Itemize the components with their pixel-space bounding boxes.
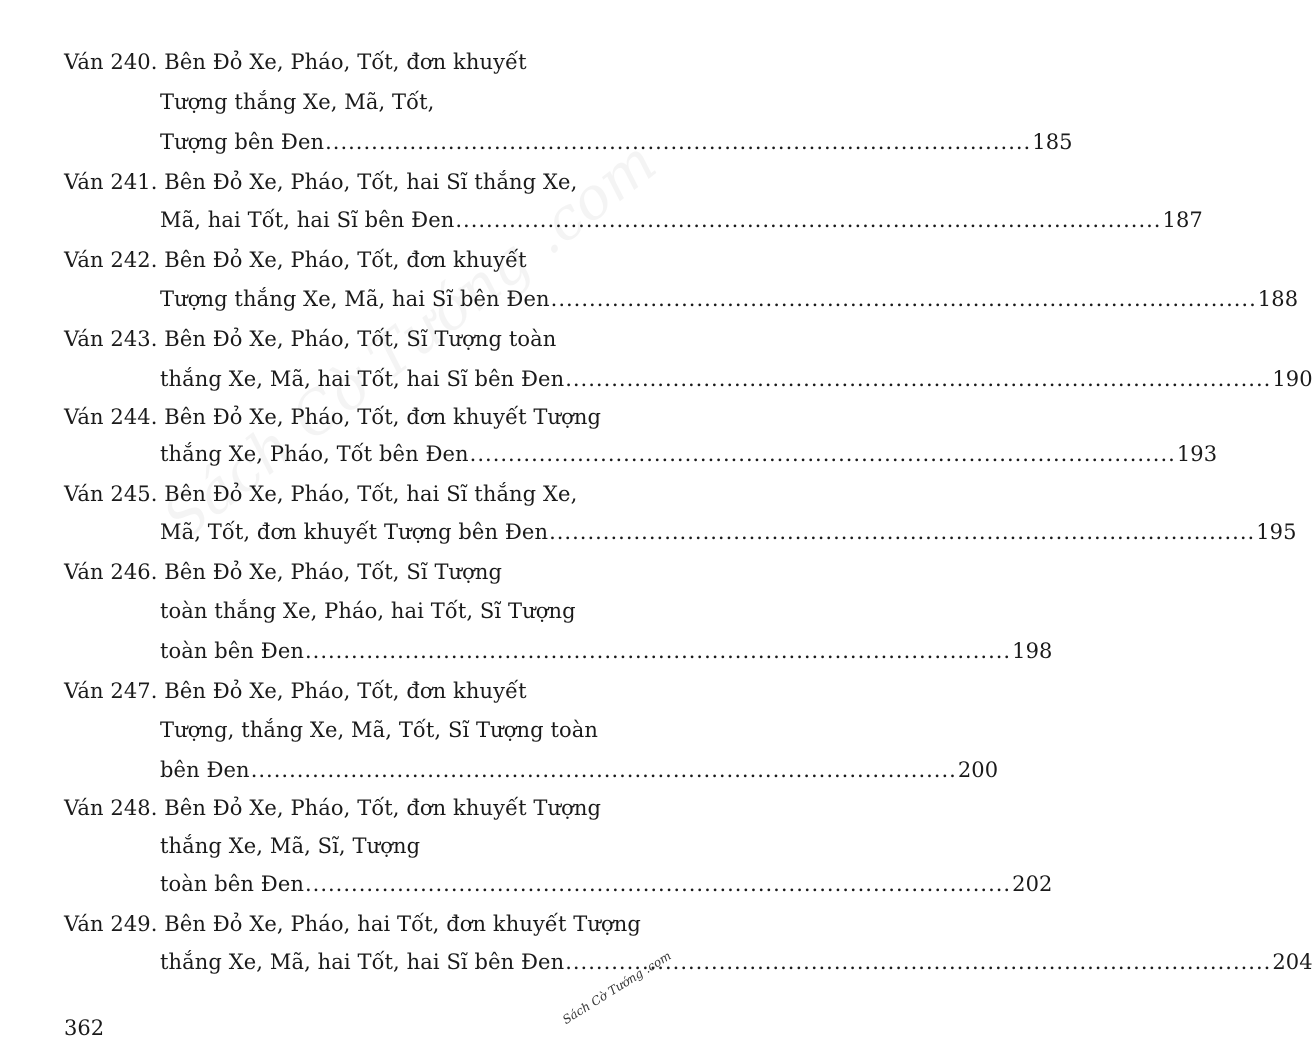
toc-entry-last-line (160, 637, 1053, 665)
toc-line: Ván 245. Bên Đỏ Xe, Pháo, Tốt, hai Sĩ thắng Xe, (64, 482, 578, 506)
toc-entry-last-line (160, 128, 1073, 156)
toc-text: Mã, hai Tốt, hai Sĩ bên Đen (160, 208, 455, 232)
toc-line: Tượng thắng Xe, Mã, Tốt, (160, 90, 435, 114)
toc-page-number: 204 (1272, 950, 1313, 974)
leader-dots: ............................................................................................ (565, 950, 1272, 974)
toc-entry-last-line (160, 365, 1313, 393)
toc-entry-last-line (160, 440, 1218, 468)
toc-line: Ván 246. Bên Đỏ Xe, Pháo, Tốt, Sĩ Tượng (64, 560, 503, 584)
toc-entry-last-line (160, 285, 1299, 313)
leader-dots: ............................................................................................ (250, 758, 957, 782)
toc-line: Ván 248. Bên Đỏ Xe, Pháo, Tốt, đơn khuyết Tượng (64, 796, 602, 820)
leader-dots: ............................................................................................ (304, 872, 1012, 896)
toc-entry-last-line (160, 948, 1313, 976)
toc-text: toàn bên Đen (160, 639, 304, 663)
toc-line: Ván 242. Bên Đỏ Xe, Pháo, Tốt, đơn khuyết (64, 248, 527, 272)
toc-entry-last-line (160, 870, 1053, 898)
toc-line: Ván 247. Bên Đỏ Xe, Pháo, Tốt, đơn khuyết (64, 679, 527, 703)
leader-dots: ............................................................................................ (549, 520, 1256, 544)
toc-line: toàn thắng Xe, Pháo, hai Tốt, Sĩ Tượng (160, 599, 576, 623)
toc-page-number: 193 (1176, 442, 1218, 466)
toc-line: Tượng, thắng Xe, Mã, Tốt, Sĩ Tượng toàn (160, 718, 598, 742)
leader-dots: ............................................................................................ (455, 208, 1162, 232)
toc-text: bên Đen (160, 758, 250, 782)
leader-dots: ............................................................................................ (304, 639, 1012, 663)
toc-text: Tượng thắng Xe, Mã, hai Sĩ bên Đen (160, 287, 550, 311)
toc-page-number: 187 (1162, 208, 1203, 232)
leader-dots: ............................................................................................ (325, 130, 1032, 154)
toc-page-number: 185 (1032, 130, 1073, 154)
toc-entry-last-line (160, 756, 999, 784)
leader-dots: ............................................................................................ (565, 367, 1272, 391)
toc-line: Ván 244. Bên Đỏ Xe, Pháo, Tốt, đơn khuyết Tượng (64, 405, 602, 429)
toc-entry-last-line (160, 518, 1297, 546)
leader-dots: ............................................................................................ (469, 442, 1176, 466)
toc-line: Ván 249. Bên Đỏ Xe, Pháo, hai Tốt, đơn khuyết Tượng (64, 912, 641, 936)
toc-text: Tượng bên Đen (160, 130, 325, 154)
toc-line: thắng Xe, Mã, Sĩ, Tượng (160, 834, 421, 858)
toc-text: toàn bên Đen (160, 872, 304, 896)
leader-dots: ............................................................................................ (550, 287, 1257, 311)
toc-line: Ván 241. Bên Đỏ Xe, Pháo, Tốt, hai Sĩ thắng Xe, (64, 170, 578, 194)
toc-page-number: 190 (1272, 367, 1313, 391)
publisher-logo: Sách Cờ Tướng .com (560, 948, 674, 1027)
page-number: 362 (64, 1016, 105, 1040)
toc-text: thắng Xe, Mã, hai Tốt, hai Sĩ bên Đen (160, 367, 565, 391)
toc-text: thắng Xe, Pháo, Tốt bên Đen (160, 442, 469, 466)
toc-page-number: 195 (1256, 520, 1297, 544)
toc-page-number: 188 (1257, 287, 1299, 311)
toc-page-number: 200 (957, 758, 999, 782)
toc-page-number: 198 (1012, 639, 1053, 663)
toc-text: Mã, Tốt, đơn khuyết Tượng bên Đen (160, 520, 549, 544)
toc-page-number: 202 (1012, 872, 1053, 896)
toc-line: Ván 240. Bên Đỏ Xe, Pháo, Tốt, đơn khuyết (64, 50, 527, 74)
toc-entry-last-line (160, 206, 1203, 234)
toc-text: thắng Xe, Mã, hai Tốt, hai Sĩ bên Đen (160, 950, 565, 974)
toc-line: Ván 243. Bên Đỏ Xe, Pháo, Tốt, Sĩ Tượng toàn (64, 327, 557, 351)
